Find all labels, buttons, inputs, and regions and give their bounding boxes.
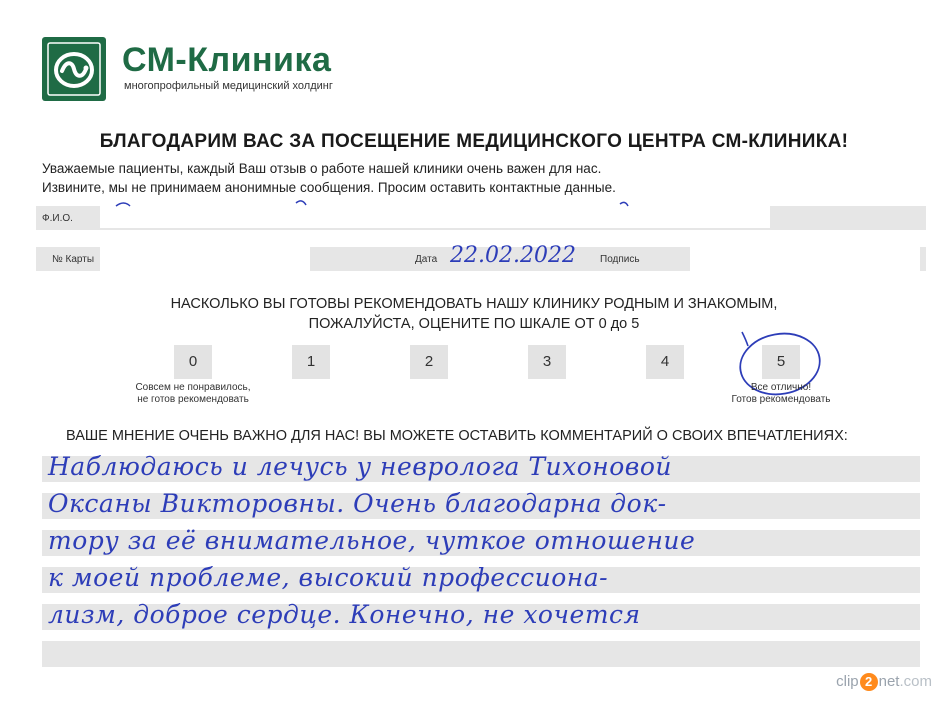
snake-swirl-logo-icon [42,37,106,101]
comment-text-line: Наблюдаюсь и лечусь у невролога Тихоновой [48,452,673,481]
date-value: 22.02.2022 [450,243,576,268]
card-label: № Карты [52,254,95,265]
fio-label: Ф.И.О. [42,213,73,224]
comment-line-band [42,641,920,667]
rating-question-line-1: НАСКОЛЬКО ВЫ ГОТОВЫ РЕКОМЕНДОВАТЬ НАШУ КЛИНИКУ РОДНЫМ И ЗНАКОМЫМ, [170,296,778,312]
intro-line-2: Извините, мы не принимаем анонимные сообщения. Просим оставить контактные данные. [42,180,616,195]
handwriting-strokes-icon [100,198,770,228]
comment-text-line: Оксаны Викторовны. Очень благодарна док- [48,489,667,518]
comment-text-line: тору за её внимательное, чуткое отношение [48,526,696,555]
page-title: БЛАГОДАРИМ ВАС ЗА ПОСЕЩЕНИЕ МЕДИЦИНСКОГО ЦЕНТРА СМ-КЛИНИКА! [99,131,849,152]
score-1[interactable]: 1 [292,345,330,379]
rating-question-line-2: ПОЖАЛУЙСТА, ОЦЕНИТЕ ПО ШКАЛЕ ОТ 0 до 5 [308,316,640,332]
watermark: clip 2 net.com [836,673,932,690]
comment-text-line: лизм, доброе сердце. Конечно, не хочется [48,600,641,629]
scale-low-note: Совсем не понравилось, не готов рекомендовать [135,382,251,405]
score-4[interactable]: 4 [646,345,684,379]
comment-text-line: к моей проблеме, высокий профессиона- [48,563,609,592]
signature-redacted [690,238,920,276]
intro-line-1: Уважаемые пациенты, каждый Ваш отзыв о работе нашей клиники очень важен для нас. [42,161,602,176]
clinic-logo [42,37,106,101]
score-3[interactable]: 3 [528,345,566,379]
scale-high-note: Все отлично! Готов рекомендовать [731,382,831,405]
score-0[interactable]: 0 [174,345,212,379]
score-2[interactable]: 2 [410,345,448,379]
brand-name: СМ-Клиника [122,41,332,79]
card-redacted [100,238,310,276]
watermark-badge-icon: 2 [860,673,878,691]
fio-redacted [100,198,770,228]
comment-heading: ВАШЕ МНЕНИЕ ОЧЕНЬ ВАЖНО ДЛЯ НАС! ВЫ МОЖЕТЕ ОСТАВИТЬ КОММЕНТАРИЙ О СВОИХ ВПЕЧАТЛЕНИЯХ: [66,428,848,444]
signature-label: Подпись [600,254,640,265]
score-5[interactable]: 5 [762,345,800,379]
date-label: Дата [415,254,438,265]
brand-subtitle: многопрофильный медицинский холдинг [124,80,333,92]
